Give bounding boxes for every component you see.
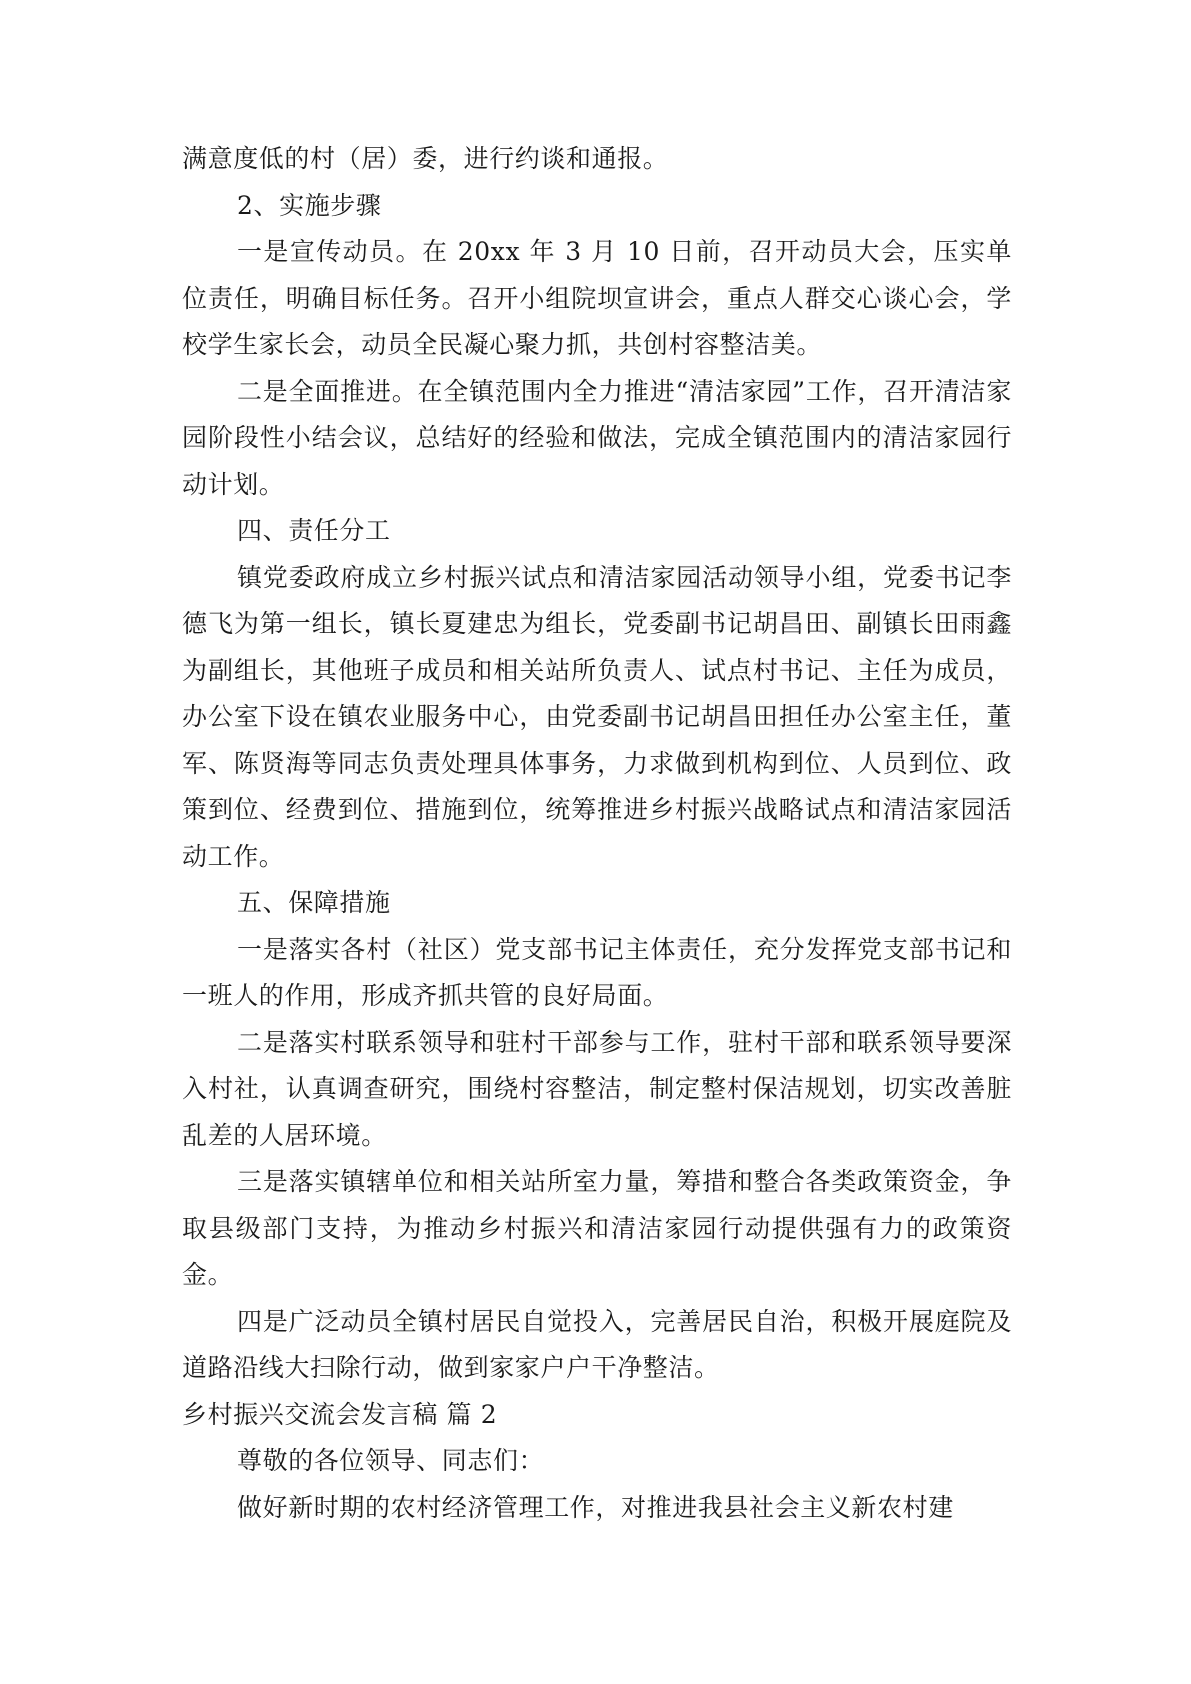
article-2-title: 乡村振兴交流会发言稿 篇 2 (182, 1399, 498, 1429)
paragraph-measure-1: 一是落实各村（社区）党支部书记主体责任，充分发挥党支部书记和一班人的作用，形成齐抓共管的良好局面。 (182, 934, 1012, 1010)
paragraph-leadership-group: 镇党委政府成立乡村振兴试点和清洁家园活动领导小组，党委书记李德飞为第一组长，镇长夏建忠为组长，党委副书记胡昌田、副镇长田雨鑫为副组长，其他班子成员和相关站所负责人、试点村书记、主任为成员，办公室下设在镇农业服务中心，由党委副书记胡昌田担任办公室主任，董军、陈贤海等同志负责处理具体事务，力求做到机构到位、人员到位、政策到位、经费到位、措施到位，统筹推进乡村振兴战略试点和清洁家园活动工作。 (182, 562, 1012, 871)
paragraph-publicity-mobilization: 一是宣传动员。在 20xx 年 3 月 10 日前，召开动员大会，压实单位责任，明确目标任务。召开小组院坝宣讲会，重点人群交心谈心会，学校学生家长会，动员全民凝心聚力抓，共创村容整洁美。 (182, 237, 1012, 359)
paragraph-measure-2: 二是落实村联系领导和驻村干部参与工作，驻村干部和联系领导要深入村社，认真调查研究，围绕村容整洁，制定整村保洁规划，切实改善脏乱差的人居环境。 (182, 1027, 1012, 1150)
paragraph-continuation: 满意度低的村（居）委，进行约谈和通报。 (182, 144, 669, 173)
paragraph-comprehensive-advance: 二是全面推进。在全镇范围内全力推进“清洁家园”工作，召开清洁家园阶段性小结会议，总结好的经验和做法，完成全镇范围内的清洁家园行动计划。 (182, 376, 1012, 499)
salutation: 尊敬的各位领导、同志们： (237, 1446, 545, 1475)
heading-responsibility-division: 四、责任分工 (237, 516, 391, 545)
paragraph-opening: 做好新时期的农村经济管理工作，对推进我县社会主义新农村建 (237, 1492, 954, 1522)
heading-safeguard-measures: 五、保障措施 (237, 888, 391, 917)
document-body (182, 136, 1012, 1531)
heading-implementation-steps: 2、实施步骤 (237, 190, 382, 220)
paragraph-measure-3: 三是落实镇辖单位和相关站所室力量，筹措和整合各类政策资金，争取县级部门支持，为推动乡村振兴和清洁家园行动提供强有力的政策资金。 (182, 1167, 1012, 1289)
paragraph-measure-4: 四是广泛动员全镇村居民自觉投入，完善居民自治，积极开展庭院及道路沿线大扫除行动，做到家家户户干净整洁。 (182, 1306, 1012, 1382)
